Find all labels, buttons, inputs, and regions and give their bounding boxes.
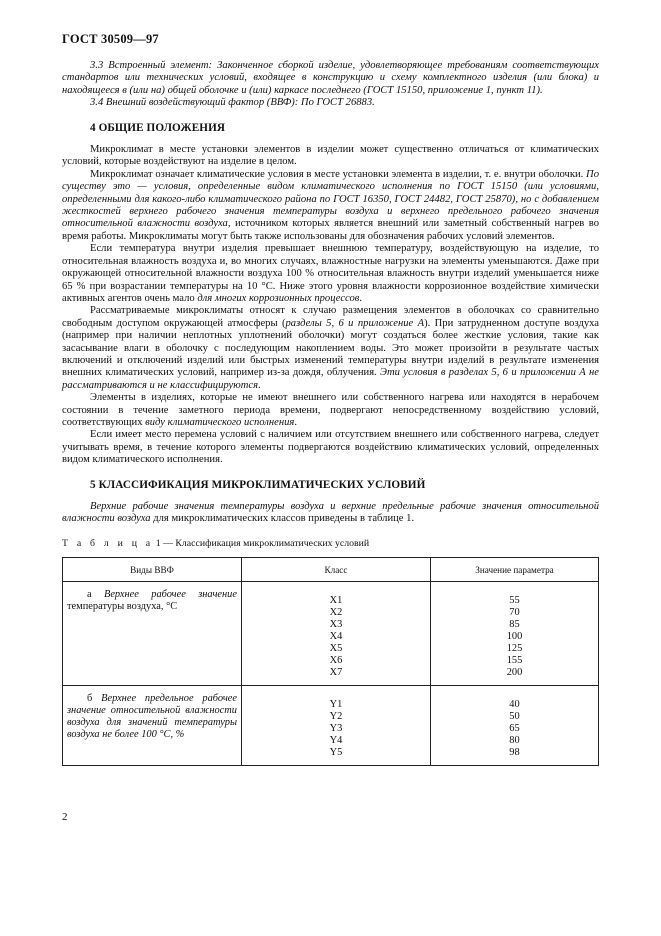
parameter-value: 40 (509, 699, 520, 711)
vvf-kind-italic: Верхнее предельное рабочее значение относительной влажности воздуха для значений температуры воздуха не более 100 °С, % (67, 693, 238, 741)
section-4-paragraph-3-run-4: . (258, 379, 261, 391)
class-code: Y1 (329, 699, 343, 711)
section-4-paragraph-4-run-1: виду климатического исполнения (145, 416, 295, 428)
class-cell (242, 582, 431, 686)
section-5-paragraph-run-1: для микроклиматических классов приведены в таблице 1. (150, 513, 415, 525)
header-parameter-value: Значение параметра (431, 558, 599, 582)
class-code: X6 (329, 655, 343, 667)
section-4-paragraph-4-run-0: Элементы в изделиях, которые не имеют внешнего или собственного нагрева или находятся в нерабочем состоянии в течение заметного периода времени, подвергают непосредственному воздействию условий, соответствующих (62, 392, 599, 428)
vvf-kind-text (67, 693, 237, 741)
page-number: 2 (62, 811, 68, 823)
table-caption-label: Т а б л и ц а (62, 537, 154, 549)
table-row (63, 582, 599, 686)
definition-3-3: 3.3 Встроенный элемент: Законченное сборкой изделие, удовлетворяющее требованиям соответствующих стандартов или технических условий, входящее в конструкцию и схему комплектного изделия (или блока) и находящееся в (или на) общей оболочке и (или) каркасе последнего (ГОСТ 15150, приложение 1, пункт 11). (62, 60, 599, 96)
class-code: X4 (329, 631, 343, 643)
section-4-paragraph-3-run-2: ). При затрудненном доступе воздуха (например при наличии неплотных уплотнений оболочки) могут создаться более жесткие условия, такие как засасывание влаги в оболочку с последующим накоплением воды. Это может произойти в результате частых включений и отключений изделий или быстрых изменений температуры внутри изделий в результате изменения внешних климатических условий, например из-за дождя, облучения. (62, 317, 600, 379)
vvf-kind-italic: Верхнее рабочее значение (103, 589, 237, 601)
vvf-kind-prefix: б (87, 693, 102, 705)
section-4-title: 4 ОБЩИЕ ПОЛОЖЕНИЯ (90, 121, 226, 134)
class-code: Y2 (329, 711, 343, 723)
parameter-value: 65 (509, 723, 520, 735)
parameter-value: 98 (509, 747, 520, 759)
parameter-value: 85 (509, 619, 520, 631)
section-4-paragraph-1-run-2: , источником которых является внешний или заметный собственный нагрев во время работы. Микроклиматы могут быть также использованы для обозначения рабочих условий элементов. (62, 218, 599, 242)
vvf-kind-text (67, 589, 237, 613)
vvf-kind-cell (63, 686, 242, 766)
table-header-row (63, 558, 599, 582)
parameter-value: 50 (509, 711, 520, 723)
section-4-paragraph-3-run-0: Рассматриваемые микроклиматы относят к случаю размещения элементов в оболочках со сравнительно свободным доступом окружающей атмосферы ( (62, 305, 599, 329)
vvf-kind-suffix: температуры воздуха, °С (67, 601, 178, 613)
parameter-value: 125 (506, 643, 523, 655)
section-4-paragraph (62, 305, 599, 392)
class-code: X1 (329, 595, 343, 607)
class-code: X7 (329, 667, 343, 679)
section-4-paragraph-5-run-0: Если имеет место перемена условий с наличием или отсутствием внешнего или собственного нагрева, следует учитывать время, в течение которого элементы подвергаются воздействию климатических условий, определенных видом климатического исполнения. (62, 429, 599, 466)
parameter-value: 155 (506, 655, 523, 667)
document-content (62, 60, 599, 766)
document-header: ГОСТ 30509—97 (62, 32, 159, 46)
table-caption (62, 538, 599, 550)
parameter-value: 70 (509, 607, 520, 619)
class-code: X3 (329, 619, 343, 631)
section-4-body (62, 144, 599, 467)
classification-table (62, 557, 599, 766)
section-4-paragraph (62, 392, 599, 429)
class-cell (242, 686, 431, 766)
section-4-paragraph (62, 144, 599, 169)
table-body (63, 582, 599, 766)
value-cell (431, 686, 599, 766)
section-4-paragraph-2-run-0: Если температура внутри изделия превышает внешнюю температуру, воздействующую на изделие, то относительная влажность воздуха и, во многих случаях, влажностные нагрузки на элементы уменьшаются. Даже при окружающей относительной влажности воздуха 100 % относительная влажность внутри изделий уменьшается ниже 65 % при возрастании температуры на 10 °С. Ниже этого уровня влажности коррозионное воздействие химически активных агентов очень мало (62, 243, 599, 304)
value-cell (431, 582, 599, 686)
section-5-title: 5 КЛАССИФИКАЦИЯ МИКРОКЛИМАТИЧЕСКИХ УСЛОВИЙ (90, 478, 426, 491)
section-4-paragraph-2-run-1: для многих коррозионных процессов (197, 292, 360, 304)
vvf-kind-prefix: а (87, 589, 104, 601)
parameter-value: 80 (509, 735, 520, 747)
section-4-paragraph-1-run-1: По существу это — условия, определенные видом климатического исполнения по ГОСТ 15150 (или условиями, определенными для какого-либо климатического района по ГОСТ 16350, ГОСТ 24482, ГОСТ 25870), но с добавлением жесткостей верхнего рабочего значения температуры воздуха и верхнего предельного рабочего значения относительной влажности воздуха (62, 168, 599, 230)
table-caption-text: 1 — Классификация микроклиматических условий (153, 537, 370, 549)
parameter-value: 200 (506, 667, 523, 679)
header-vvf-kinds: Виды ВВФ (63, 558, 242, 582)
table-row (63, 686, 599, 766)
section-4-paragraph-0-run-0: Микроклимат в месте установки элементов в изделии может существенно отличаться от климатических условий, которые воздействуют на изделие в целом. (62, 144, 599, 168)
definition-3-4: 3.4 Внешний воздействующий фактор (ВВФ): По ГОСТ 26883. (90, 97, 375, 109)
section-4-paragraph-3-run-1: разделы 5, 6 и приложение А (285, 317, 425, 329)
section-4-paragraph-2-run-2: . (359, 292, 363, 304)
section-4-paragraph-1-run-0: Микроклимат означает климатические условия в месте установки элемента в изделии, т. е. внутри оболочки. (90, 168, 587, 180)
section-5-paragraph (62, 501, 599, 526)
section-4-paragraph-3-run-3: Эти условия в разделах 5, 6 и приложении А не рассматриваются и не классифицируются (62, 367, 599, 391)
class-code: Y5 (329, 747, 343, 759)
section-5-paragraph-run-0: Верхние рабочие значения температуры воздуха и верхние предельные рабочие значения относительной влажности воздуха (62, 501, 599, 525)
parameter-value: 55 (509, 595, 520, 607)
parameter-value: 100 (506, 631, 523, 643)
class-code: X5 (329, 643, 343, 655)
section-4-paragraph-4-run-2: . (294, 416, 297, 428)
header-class: Класс (242, 558, 431, 582)
class-code: X2 (329, 607, 343, 619)
class-code: Y3 (329, 723, 343, 735)
section-4-paragraph (62, 243, 599, 305)
section-4-paragraph (62, 169, 599, 243)
section-4-paragraph (62, 429, 599, 466)
vvf-kind-cell (63, 582, 242, 686)
class-code: Y4 (329, 735, 343, 747)
